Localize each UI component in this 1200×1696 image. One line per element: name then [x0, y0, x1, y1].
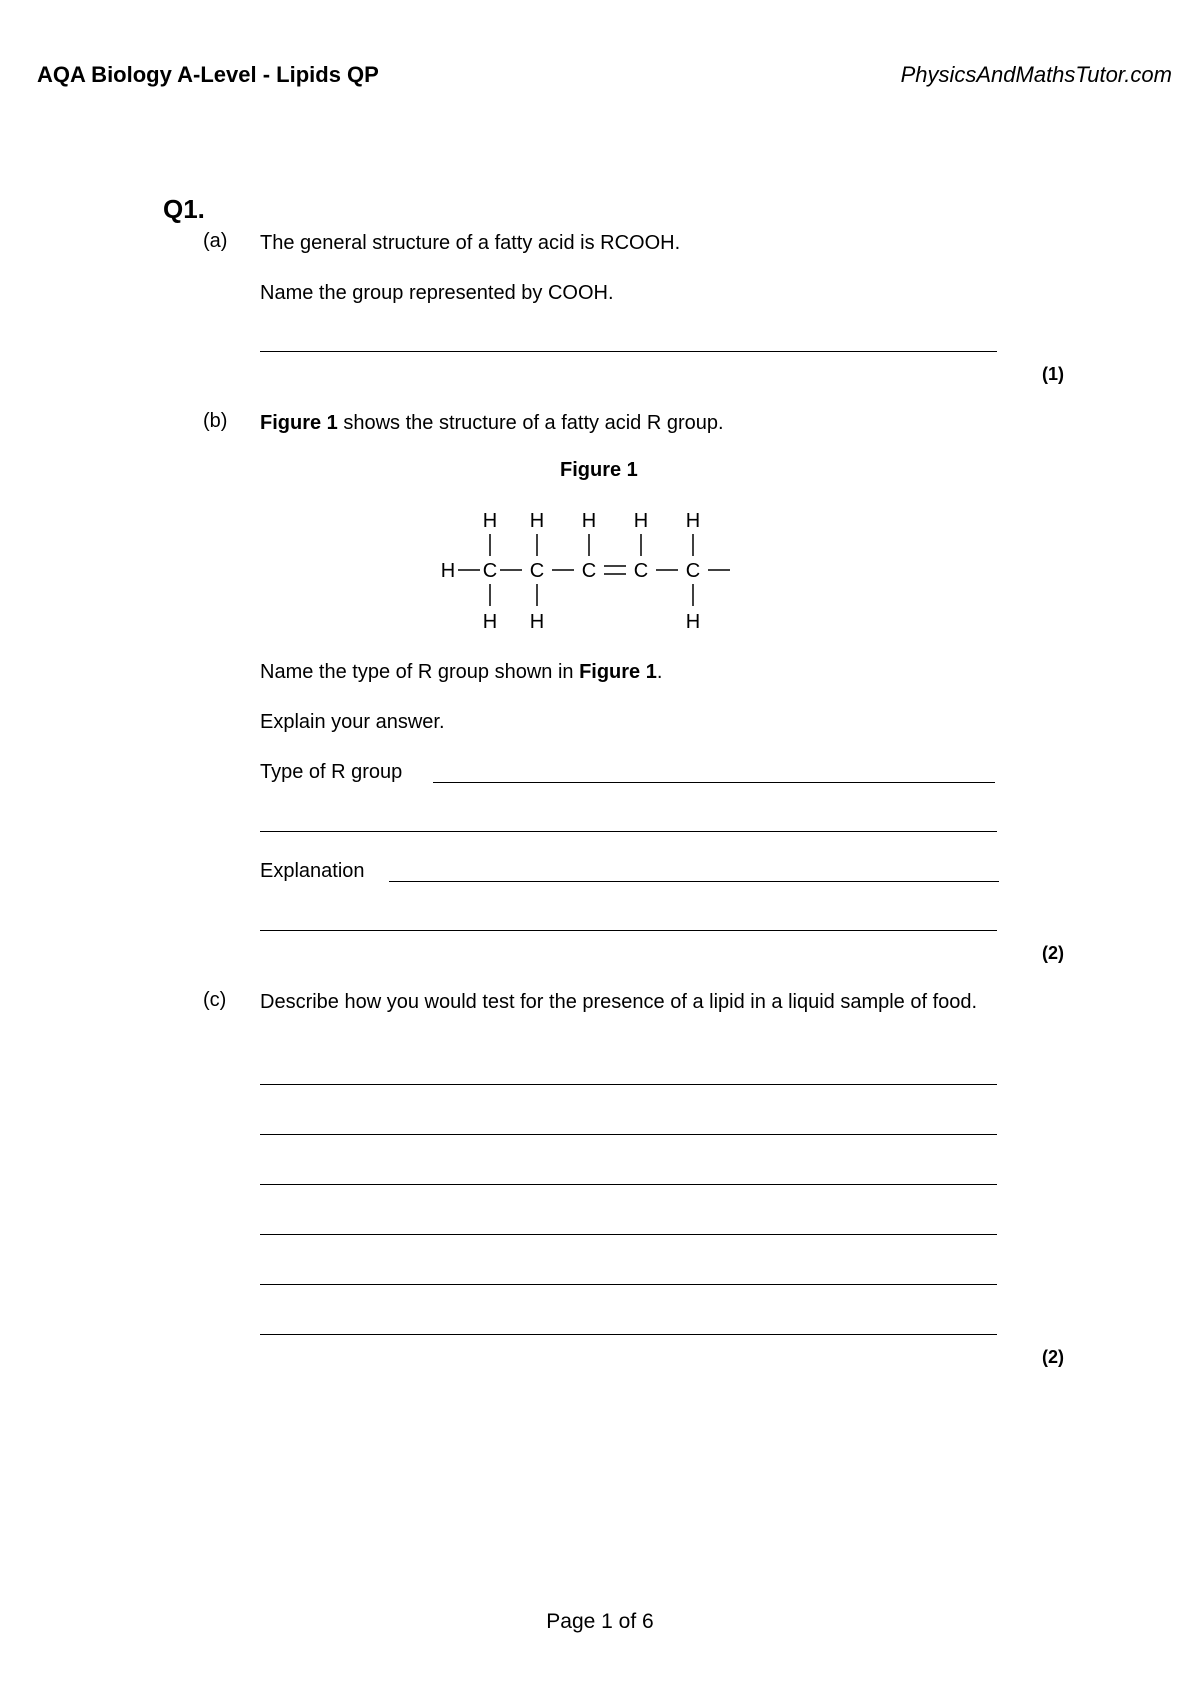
document-title: AQA Biology A-Level - Lipids QP [37, 62, 379, 87]
site-name: PhysicsAndMathsTutor.com [900, 62, 1172, 87]
answer-line-c-6[interactable] [260, 1334, 997, 1335]
question-number: Q1. [163, 194, 205, 224]
atom-h-bottom-2: H [529, 611, 545, 633]
part-b-prompt [260, 659, 662, 685]
part-b-intro [260, 410, 724, 436]
part-c-text: Describe how you would test for the presence of a lipid in a liquid sample of food. [260, 991, 978, 1013]
atom-h-top-3: H [581, 510, 597, 532]
answer-line-c-2[interactable] [260, 1134, 997, 1135]
type-r-group-label: Type of R group [260, 761, 403, 783]
prompt-figure-ref: Figure 1 [579, 661, 657, 683]
part-b-label: (b) [203, 410, 228, 432]
atom-c-4: C [633, 560, 649, 582]
atom-h-bottom-5: H [685, 611, 701, 633]
answer-line-c-3[interactable] [260, 1184, 997, 1185]
atom-c-5: C [685, 560, 701, 582]
marks-b: (2) [1042, 943, 1064, 963]
explanation-label: Explanation [260, 860, 365, 882]
part-a-text: The general structure of a fatty acid is RCOOH. [260, 232, 681, 254]
prompt-start: Name the type of R group shown in [260, 661, 580, 683]
part-b-explain: Explain your answer. [260, 711, 445, 733]
part-a-label: (a) [203, 230, 228, 252]
page-number: Page 1 of 6 [546, 1610, 654, 1633]
marks-c: (2) [1042, 1347, 1064, 1367]
atom-h-left: H [440, 560, 456, 582]
answer-line-type[interactable] [433, 782, 995, 783]
figure-ref: Figure 1 [260, 412, 338, 434]
atom-c-1: C [482, 560, 498, 582]
r-group-structure-diagram [440, 500, 770, 640]
part-b-intro-rest: shows the structure of a fatty acid R group. [337, 412, 724, 434]
prompt-end: . [656, 661, 663, 683]
answer-line-c-4[interactable] [260, 1234, 997, 1235]
atom-h-top-5: H [685, 510, 701, 532]
atom-c-2: C [529, 560, 545, 582]
atom-h-bottom-1: H [482, 611, 498, 633]
atom-h-top-1: H [482, 510, 498, 532]
atom-h-top-2: H [529, 510, 545, 532]
part-a-question: Name the group represented by COOH. [260, 282, 614, 304]
answer-line-c-1[interactable] [260, 1084, 997, 1085]
part-c-label: (c) [203, 989, 227, 1011]
answer-line-explanation[interactable] [389, 881, 999, 882]
answer-line-type-2[interactable] [260, 831, 997, 832]
answer-line-explanation-2[interactable] [260, 930, 997, 931]
answer-line-a[interactable] [260, 351, 997, 352]
atom-c-3: C [581, 560, 597, 582]
figure-title: Figure 1 [560, 459, 638, 481]
atom-h-top-4: H [633, 510, 649, 532]
answer-line-c-5[interactable] [260, 1284, 997, 1285]
marks-a: (1) [1042, 364, 1064, 384]
